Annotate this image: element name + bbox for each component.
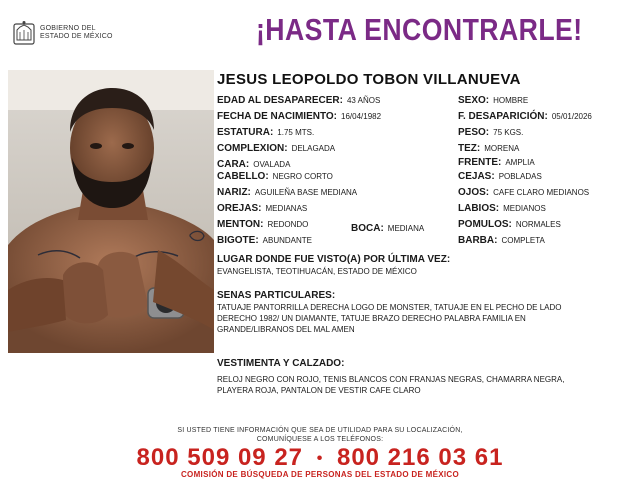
- field-value: MEDIANOS: [503, 204, 546, 213]
- field-edad: [217, 96, 380, 106]
- field-labios: [458, 204, 546, 214]
- field-label: OJOS:: [458, 187, 490, 198]
- field-tez: [458, 144, 519, 154]
- field-value: 1.75 MTS.: [277, 128, 315, 137]
- field-label: PESO:: [458, 127, 490, 138]
- field-value: OVALADA: [253, 160, 291, 169]
- clothing-text: RELOJ NEGRO CON ROJO, TENIS BLANCOS CON FRANJAS NEGRAS, CHAMARRA NEGRA, PLAYERA ROJA, PANTALON DE VESTIR CAFE CLARO: [217, 375, 565, 395]
- government-name: [40, 25, 113, 41]
- headline: ¡HASTA ENCONTRARLE!: [256, 12, 583, 47]
- field-frente: [458, 158, 535, 168]
- field-value: CAFE CLARO MEDIANOS: [493, 188, 590, 197]
- last-seen-title: LUGAR DONDE FUE VISTO(A) POR ÚLTIMA VEZ:: [217, 254, 451, 265]
- footer-note-line-2: COMUNÍQUESE A LOS TELÉFONOS:: [256, 436, 384, 443]
- person-name: JESUS LEOPOLDO TOBON VILLANUEVA: [217, 71, 521, 88]
- clothing-title: VESTIMENTA Y CALZADO:: [217, 358, 345, 369]
- field-label: NARIZ:: [217, 187, 251, 198]
- field-ojos: [458, 188, 589, 198]
- field-cabello: [217, 172, 333, 182]
- field-value: COMPLETA: [501, 236, 545, 245]
- marks-title: SENAS PARTICULARES:: [217, 290, 336, 301]
- field-estatura: [217, 128, 314, 138]
- field-bigote: [217, 236, 312, 246]
- field-menton: [217, 220, 308, 230]
- person-photo-image: [8, 70, 214, 353]
- phone-number-1[interactable]: 800 509 09 27: [136, 444, 304, 471]
- field-boca: [351, 224, 424, 234]
- state-seal-icon: [12, 20, 36, 46]
- field-value: MORENA: [484, 144, 520, 153]
- field-barba: [458, 236, 545, 246]
- field-fecha-nacimiento: [217, 112, 381, 122]
- field-label: COMPLEXION:: [217, 143, 288, 154]
- field-label: CABELLO:: [217, 171, 269, 182]
- field-value: 05/01/2026: [551, 112, 592, 121]
- field-label: BIGOTE:: [217, 235, 259, 246]
- field-value: NORMALES: [515, 220, 561, 229]
- field-label: F. DESAPARICIÓN:: [458, 111, 548, 122]
- field-pomulos: [458, 220, 561, 230]
- field-label: EDAD AL DESAPARECER:: [217, 95, 343, 106]
- field-label: POMULOS:: [458, 219, 512, 230]
- field-value: MEDIANAS: [265, 204, 308, 213]
- field-value: DELAGADA: [291, 144, 336, 153]
- field-fecha-desaparicion: [458, 112, 592, 122]
- field-value: HOMBRE: [493, 96, 529, 105]
- gov-line-2: ESTADO DE MÉXICO: [40, 33, 113, 40]
- field-cara: [217, 160, 290, 170]
- separator-dot: •: [316, 449, 324, 467]
- field-value: NEGRO CORTO: [272, 172, 333, 181]
- phone-numbers: [0, 444, 640, 472]
- field-label: FECHA DE NACIMIENTO:: [217, 111, 337, 122]
- footer-note-line-1: SI USTED TIENE INFORMACIÓN QUE SEA DE UTILIDAD PARA SU LOCALIZACIÓN,: [177, 427, 463, 434]
- field-label: MENTON:: [217, 219, 264, 230]
- person-photo: [8, 70, 214, 353]
- field-label: SEXO:: [458, 95, 490, 106]
- field-label: BARBA:: [458, 235, 498, 246]
- field-label: CARA:: [217, 159, 250, 170]
- field-label: LABIOS:: [458, 203, 500, 214]
- commission-name: COMISIÓN DE BÚSQUEDA DE PERSONAS DEL ESTADO DE MÉXICO: [180, 470, 459, 479]
- field-value: 43 AÑOS: [346, 96, 381, 105]
- field-label: FRENTE:: [458, 157, 502, 168]
- field-value: POBLADAS: [498, 172, 542, 181]
- field-peso: [458, 128, 523, 138]
- field-label: CEJAS:: [458, 171, 495, 182]
- field-value: 16/04/1982: [341, 112, 382, 121]
- phone-number-2[interactable]: 800 216 03 61: [336, 444, 504, 471]
- field-complexion: [217, 144, 335, 154]
- field-label: BOCA:: [351, 223, 384, 234]
- field-label: ESTATURA:: [217, 127, 274, 138]
- gov-line-1: GOBIERNO DEL: [40, 25, 96, 32]
- field-value: AGUILEÑA BASE MEDIANA: [254, 188, 358, 197]
- field-label: OREJAS:: [217, 203, 262, 214]
- field-value: AMPLIA: [505, 158, 535, 167]
- field-value: ABUNDANTE: [262, 236, 313, 245]
- field-value: REDONDO: [267, 220, 309, 229]
- field-value: 75 KGS.: [493, 128, 524, 137]
- field-orejas: [217, 204, 307, 214]
- field-nariz: [217, 188, 357, 198]
- field-sexo: [458, 96, 528, 106]
- marks-text: TATUAJE PANTORRILLA DERECHA LOGO DE MONSTER, TATUAJE EN EL PECHO DE LADO DERECHO 1982/ UN DIAMANTE, TATUJE BRAZO DERECHO PALABRA FAMILIA EN GRANDE/LIBRANOS DEL MAL AMEN: [217, 303, 562, 334]
- field-label: TEZ:: [458, 143, 481, 154]
- field-cejas: [458, 172, 542, 182]
- government-logo: [12, 18, 122, 48]
- last-seen-text: EVANGELISTA, TEOTIHUACÁN, ESTADO DE MÉXICO: [217, 267, 417, 276]
- field-value: MEDIANA: [387, 224, 425, 233]
